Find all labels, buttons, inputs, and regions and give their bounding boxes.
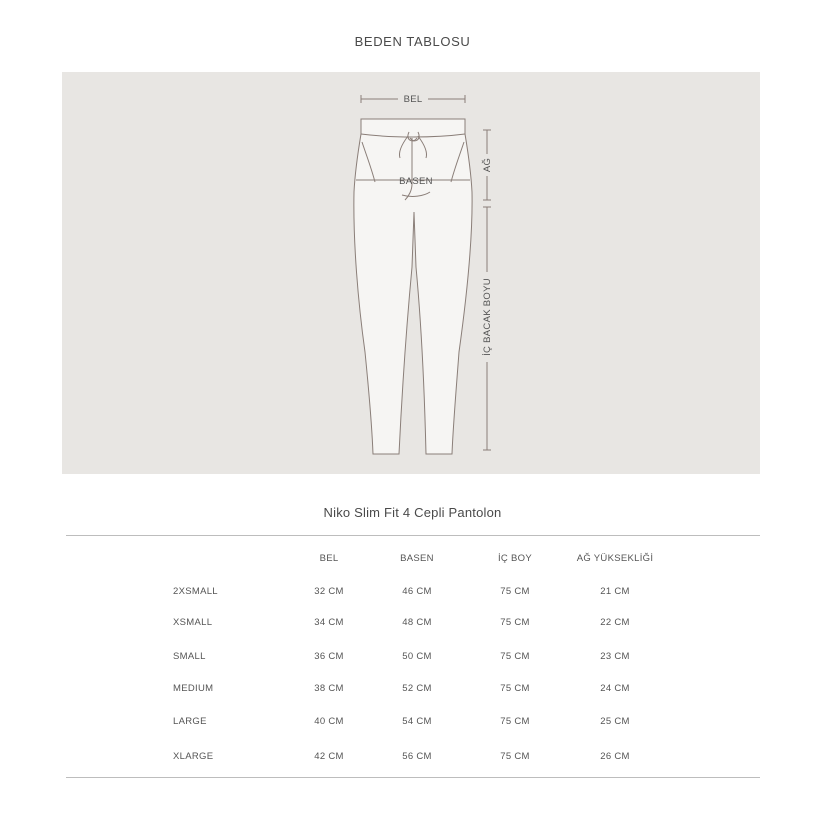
row-size-label: XLARGE (173, 751, 214, 762)
row-ag: 25 CM (600, 716, 630, 727)
row-size-label: XSMALL (173, 617, 213, 628)
row-bel: 34 CM (314, 617, 344, 628)
row-basen: 48 CM (402, 617, 432, 628)
basen-label: BASEN (399, 176, 433, 187)
row-basen: 54 CM (402, 716, 432, 727)
row-ag: 26 CM (600, 751, 630, 762)
page-title: BEDEN TABLOSU (354, 34, 471, 49)
header-basen: BASEN (400, 553, 434, 564)
bel-label: BEL (403, 94, 423, 105)
row-ic-boy: 75 CM (500, 751, 530, 762)
product-title: Niko Slim Fit 4 Cepli Pantolon (323, 505, 502, 520)
header-ic-boy: İÇ BOY (497, 553, 533, 564)
row-bel: 38 CM (314, 683, 344, 694)
row-bel: 36 CM (314, 651, 344, 662)
row-ic-boy: 75 CM (500, 617, 530, 628)
row-bel: 42 CM (314, 751, 344, 762)
row-basen: 50 CM (402, 651, 432, 662)
row-ic-boy: 75 CM (500, 651, 530, 662)
header-ag-yuksekligi: AĞ YÜKSEKLİĞİ (576, 553, 654, 564)
row-size-label: LARGE (173, 716, 207, 727)
row-size-label: 2XSMALL (173, 586, 218, 597)
row-ag: 21 CM (600, 586, 630, 597)
header-bel: BEL (319, 553, 339, 564)
row-basen: 46 CM (402, 586, 432, 597)
row-basen: 56 CM (402, 751, 432, 762)
row-size-label: MEDIUM (173, 683, 214, 694)
row-basen: 52 CM (402, 683, 432, 694)
ic-bacak-label: İÇ BACAK BOYU (482, 278, 493, 356)
ag-label: AĞ (482, 157, 493, 173)
row-ag: 22 CM (600, 617, 630, 628)
row-ic-boy: 75 CM (500, 716, 530, 727)
row-size-label: SMALL (173, 651, 206, 662)
row-ic-boy: 75 CM (500, 683, 530, 694)
row-ic-boy: 75 CM (500, 586, 530, 597)
row-ag: 23 CM (600, 651, 630, 662)
row-bel: 32 CM (314, 586, 344, 597)
row-bel: 40 CM (314, 716, 344, 727)
row-ag: 24 CM (600, 683, 630, 694)
